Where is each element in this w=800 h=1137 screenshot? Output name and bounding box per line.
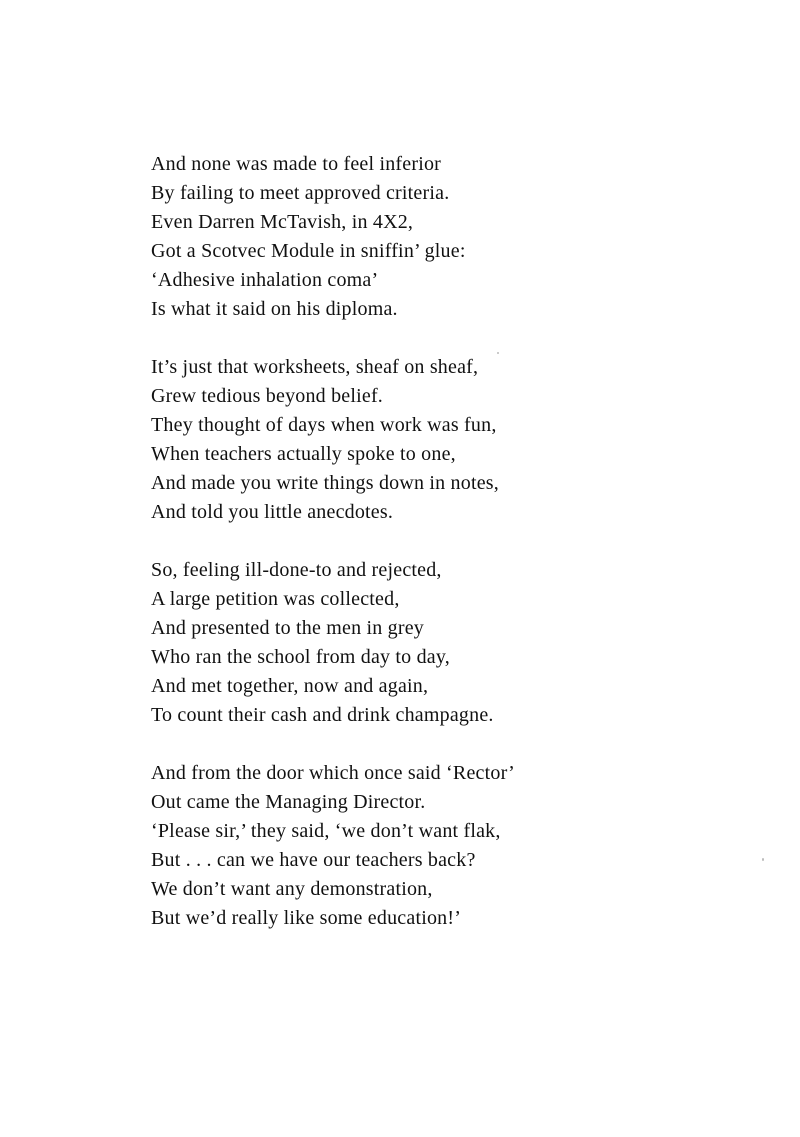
poem-body — [151, 150, 771, 962]
poem-line: Grew tedious beyond belief. — [151, 385, 384, 407]
poem-line: And met together, now and again, — [151, 675, 429, 697]
poem-line: When teachers actually spoke to one, — [151, 443, 456, 465]
poem-line: And made you write things down in notes, — [151, 472, 499, 494]
scan-speck — [497, 352, 499, 354]
poem-line: They thought of days when work was fun, — [151, 414, 497, 436]
poem-line: But . . . can we have our teachers back? — [151, 849, 476, 871]
poem-line: But we’d really like some education!’ — [151, 907, 462, 929]
poem-line: And none was made to feel inferior — [151, 153, 442, 175]
poem-line: Out came the Managing Director. — [151, 791, 426, 813]
poem-line: And told you little anecdotes. — [151, 501, 394, 523]
stanza-2 — [151, 353, 771, 527]
poem-line: ‘Please sir,’ they said, ‘we don’t want flak, — [151, 820, 501, 842]
poem-line: And presented to the men in grey — [151, 617, 424, 639]
poem-line: Got a Scotvec Module in sniffin’ glue: — [151, 240, 466, 262]
poem-line: It’s just that worksheets, sheaf on sheaf, — [151, 356, 479, 378]
poem-line: Even Darren McTavish, in 4X2, — [151, 211, 414, 233]
stanza-4 — [151, 759, 771, 933]
poem-line: We don’t want any demonstration, — [151, 878, 433, 900]
poem-line: A large petition was collected, — [151, 588, 400, 610]
stanza-3 — [151, 556, 771, 730]
poem-line: And from the door which once said ‘Rector’ — [151, 762, 516, 784]
poem-line: To count their cash and drink champagne. — [151, 704, 494, 726]
poem-line: Who ran the school from day to day, — [151, 646, 450, 668]
poem-line: So, feeling ill-done-to and rejected, — [151, 559, 442, 581]
poem-line: Is what it said on his diploma. — [151, 298, 398, 320]
poem-line: ‘Adhesive inhalation coma’ — [151, 269, 379, 291]
poem-line: By failing to meet approved criteria. — [151, 182, 450, 204]
scan-speck — [762, 858, 764, 861]
stanza-1 — [151, 150, 771, 324]
